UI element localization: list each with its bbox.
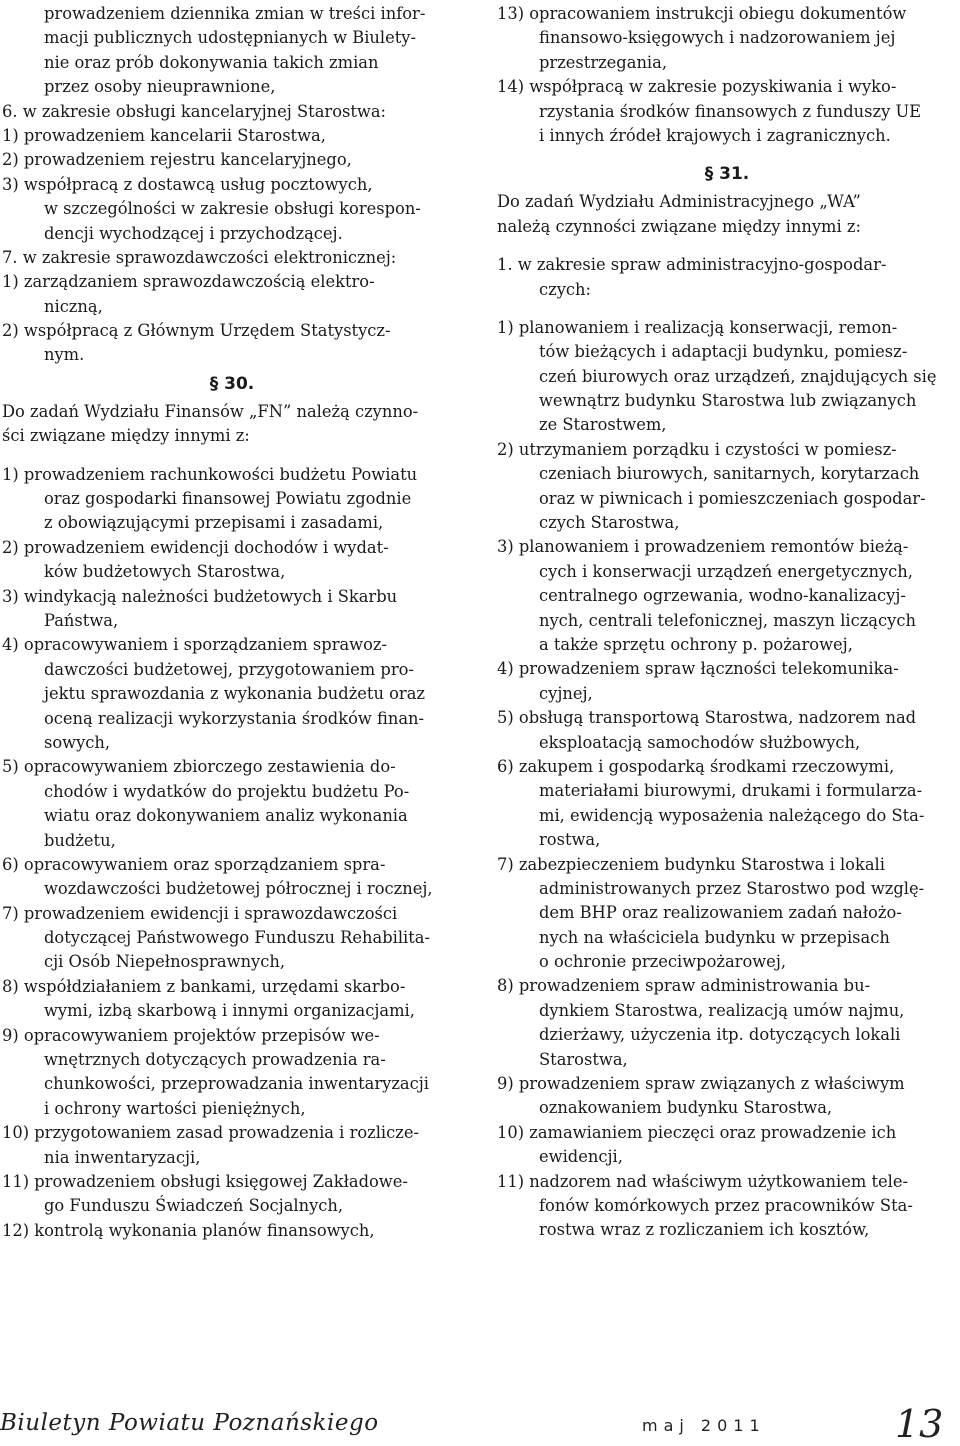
text-line: wymi, izbą skarbową i innymi organizacjami, (44, 1001, 415, 1021)
text-line: 11) nadzorem nad właściwym użytkowaniem tele- (497, 1171, 908, 1191)
text-line: chunkowości, przeprowadzania inwentaryzacji (44, 1074, 430, 1094)
text-line: macji publicznych udostępnianych w Biulety- (44, 28, 416, 48)
text-line: ewidencji, (539, 1147, 623, 1167)
text-line: 12) kontrolą wykonania planów finansowych, (2, 1220, 375, 1240)
text-line: nia inwentaryzacji, (44, 1147, 201, 1167)
text-line: 4) opracowywaniem i sporządzaniem sprawoz- (2, 635, 388, 655)
section-31-subheading (497, 253, 957, 302)
text-line: 8) prowadzeniem spraw administrowania bu- (497, 976, 871, 996)
text-line: wnętrznych dotyczących prowadzenia ra- (44, 1050, 386, 1070)
left-column (2, 2, 462, 1243)
text-line: ze Starostwem, (539, 415, 667, 435)
text-line: 1) planowaniem i realizacją konserwacji, remon- (497, 317, 898, 337)
text-line: 2) prowadzeniem ewidencji dochodów i wydat- (2, 537, 389, 557)
text-line: 4) prowadzeniem spraw łączności telekomunika- (497, 659, 899, 679)
text-line: 2) prowadzeniem rejestru kancelaryjnego, (2, 150, 352, 170)
text-line: 5) obsługą transportową Starostwa, nadzorem nad (497, 708, 917, 728)
text-line: cyjnej, (539, 683, 593, 703)
text-line: finansowo-księgowych i nadzorowaniem jej (539, 28, 896, 48)
right-intro-block (497, 2, 957, 148)
text-line: 2) współpracą z Głównym Urzędem Statystycz- (2, 321, 391, 341)
text-line: 7) zabezpieczeniem budynku Starostwa i lokali (497, 854, 885, 874)
text-line: i innych źródeł krajowych i zagranicznych. (539, 125, 891, 145)
text-line: 3) windykacją należności budżetowych i Skarbu (2, 586, 398, 606)
text-line: 5) opracowywaniem zbiorczego zestawienia do- (2, 757, 396, 777)
text-line: dzierżawy, użyczenia itp. dotyczących lokali (539, 1025, 901, 1045)
footer-date: maj 2011 (642, 1416, 766, 1435)
text-line: dem BHP oraz realizowaniem zadań nałożo- (539, 903, 902, 923)
text-line: budżetu, (44, 830, 116, 850)
text-line: czych Starostwa, (539, 513, 680, 533)
text-line: 6) zakupem i gospodarką środkami rzeczowymi, (497, 756, 895, 776)
text-line: 1. w zakresie spraw administracyjno-gospodar- (497, 255, 887, 275)
text-line: czeniach biurowych, sanitarnych, korytarzach (539, 464, 920, 484)
text-line: ków budżetowych Starostwa, (44, 562, 286, 582)
text-line: z obowiązującymi przepisami i zasadami, (44, 513, 384, 533)
text-line: 11) prowadzeniem obsługi księgowej Zakładowe- (2, 1171, 408, 1191)
text-line: i ochrony wartości pieniężnych, (44, 1098, 306, 1118)
text-line: administrowanych przez Starostwo pod wzglę- (539, 878, 925, 898)
text-line: go Funduszu Świadczeń Socjalnych, (44, 1196, 344, 1216)
text-line: o ochronie przeciwpożarowej, (539, 952, 787, 972)
text-line: 14) współpracą w zakresie pozyskiwania i wyko- (497, 77, 897, 97)
text-line: w szczególności w zakresie obsługi korespon- (44, 199, 421, 219)
text-line: oznakowaniem budynku Starostwa, (539, 1098, 833, 1118)
text-line: nie oraz prób dokonywania takich zmian (44, 52, 379, 72)
page-number: 13 (895, 1402, 944, 1446)
text-line: należą czynności związane między innymi z: (497, 216, 861, 236)
text-line: nych na właściciela budynku w przepisach (539, 927, 890, 947)
text-line: rzystania środków finansowych z funduszy UE (539, 101, 922, 121)
text-line: 3) współpracą z dostawcą usług pocztowych, (2, 174, 373, 194)
text-line: prowadzeniem dziennika zmian w treści infor- (44, 4, 426, 23)
text-line: niczną, (44, 296, 103, 316)
text-line: 9) prowadzeniem spraw związanych z właściwym (497, 1074, 905, 1094)
text-line: ści związane między innymi z: (2, 426, 250, 446)
text-line: nym. (44, 345, 85, 365)
text-line: 7) prowadzeniem ewidencji i sprawozdawczości (2, 903, 398, 923)
text-line: dawczości budżetowej, przygotowaniem pro- (44, 659, 414, 679)
text-line: 10) przygotowaniem zasad prowadzenia i rozlicze- (2, 1123, 419, 1143)
text-line: przestrzegania, (539, 52, 668, 72)
footer-title: Biuletyn Powiatu Poznańskiego (0, 1410, 379, 1436)
text-line: Do zadań Wydziału Finansów „FN” należą czynno- (2, 401, 419, 421)
text-line: Starostwa, (539, 1049, 628, 1069)
text-line: oraz gospodarki finansowej Powiatu zgodnie (44, 489, 412, 509)
text-line: 6) opracowywaniem oraz sporządzaniem spra- (2, 854, 386, 874)
text-line: wewnątrz budynku Starostwa lub związanych (539, 391, 917, 411)
text-line: 13) opracowaniem instrukcji obiegu dokumentów (497, 4, 907, 23)
text-line: jektu sprawozdania z wykonania budżetu oraz (44, 684, 425, 704)
text-line: wozdawczości budżetowej półrocznej i rocznej, (44, 879, 433, 899)
section-30-heading: § 30. (209, 373, 255, 394)
text-line: czych: (539, 279, 591, 299)
text-line: fonów komórkowych przez pracowników Sta- (539, 1195, 913, 1215)
text-line: przez osoby nieuprawnione, (44, 77, 276, 97)
text-line: Państwa, (44, 610, 119, 630)
text-line: 2) utrzymaniem porządku i czystości w pomiesz- (497, 439, 897, 459)
section-31-items (497, 316, 957, 1243)
text-line: 10) zamawianiem pieczęci oraz prowadzenie ich (497, 1122, 897, 1142)
text-line: cych i konserwacji urządzeń energetycznych, (539, 561, 913, 581)
text-line: 6. w zakresie obsługi kancelaryjnej Starostwa: (2, 101, 387, 121)
text-line: dynkiem Starostwa, realizacją umów najmu, (539, 1000, 905, 1020)
text-line: rostwa wraz z rozliczaniem ich kosztów, (539, 1220, 870, 1240)
text-line: rostwa, (539, 830, 601, 850)
text-line: a także sprzętu ochrony p. pożarowej, (539, 634, 853, 654)
text-line: centralnego ogrzewania, wodno-kanalizacyj- (539, 586, 906, 606)
text-line: eksploatacją samochodów służbowych, (539, 732, 861, 752)
text-line: czeń biurowych oraz urządzeń, znajdujących się (539, 366, 937, 386)
section-30-items (2, 463, 462, 1244)
text-line: 1) prowadzeniem kancelarii Starostwa, (2, 125, 326, 145)
text-line: Do zadań Wydziału Administracyjnego „WA” (497, 192, 861, 212)
text-line: oceną realizacji wykorzystania środków finan- (44, 708, 425, 728)
page-footer (0, 1402, 960, 1446)
text-line: 3) planowaniem i prowadzeniem remontów bieżą- (497, 537, 909, 557)
text-line: 1) prowadzeniem rachunkowości budżetu Powiatu (2, 464, 418, 484)
section-31-intro (497, 190, 957, 239)
text-line: 8) współdziałaniem z bankami, urzędami skarbo- (2, 976, 406, 996)
text-line: mi, ewidencją wyposażenia należącego do Sta- (539, 805, 925, 825)
left-intro-block (2, 2, 462, 368)
text-line: dotyczącej Państwowego Funduszu Rehabilita- (44, 928, 431, 948)
text-line: materiałami biurowymi, drukami i formularza- (539, 781, 923, 801)
section-30-intro (2, 400, 462, 449)
section-31-heading: § 31. (704, 164, 750, 185)
text-line: cji Osób Niepełnosprawnych, (44, 952, 286, 972)
text-line: tów bieżących i adaptacji budynku, pomiesz- (539, 342, 908, 362)
text-line: 1) zarządzaniem sprawozdawczością elektro- (2, 272, 375, 292)
right-column (497, 2, 957, 1243)
text-line: 7. w zakresie sprawozdawczości elektronicznej: (2, 247, 397, 267)
text-line: chodów i wydatków do projektu budżetu Po- (44, 781, 410, 801)
text-line: nych, centrali telefonicznej, maszyn liczących (539, 610, 916, 630)
text-line: oraz w piwnicach i pomieszczeniach gospodar- (539, 488, 926, 508)
text-line: 9) opracowywaniem projektów przepisów we- (2, 1025, 380, 1045)
text-line: sowych, (44, 732, 111, 752)
text-line: dencji wychodzącej i przychodzącej. (44, 223, 343, 243)
text-line: wiatu oraz dokonywaniem analiz wykonania (44, 806, 408, 826)
